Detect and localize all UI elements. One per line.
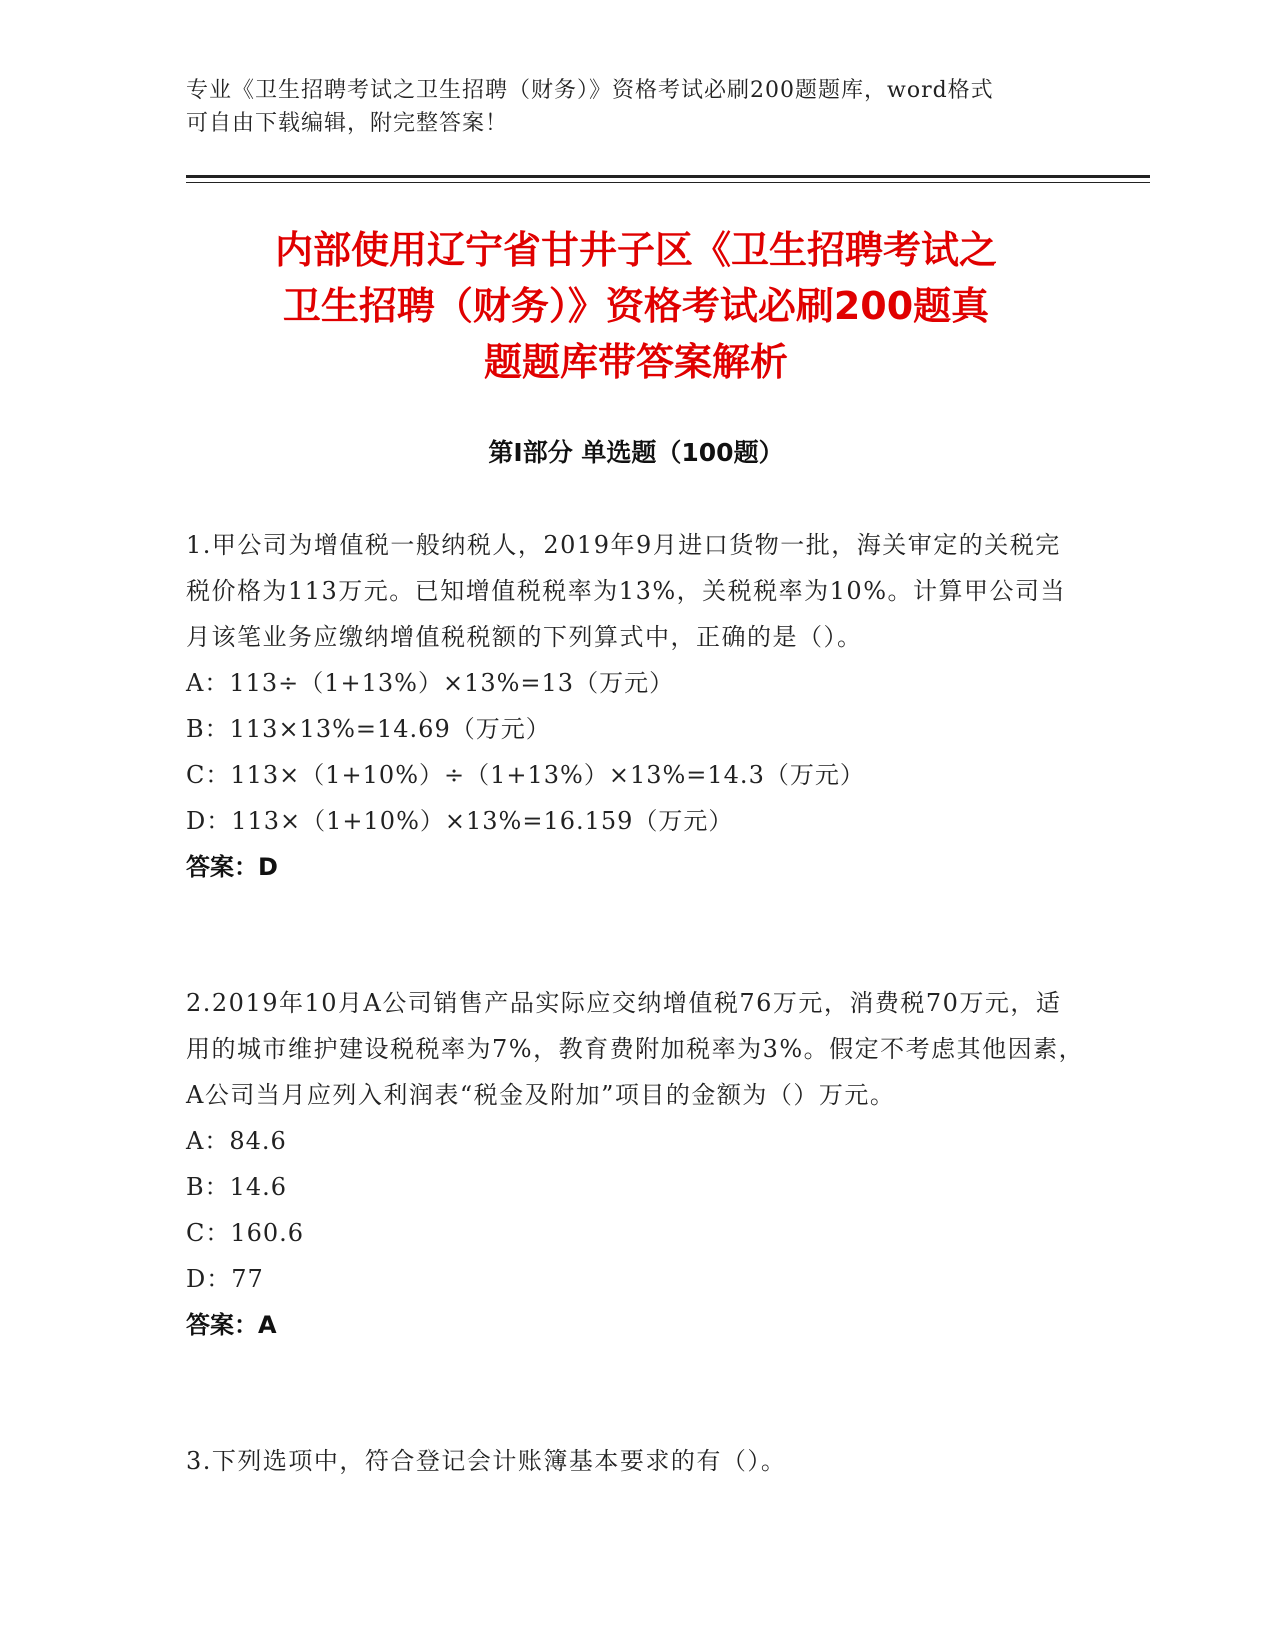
option-b: B：14.6 xyxy=(186,1173,288,1201)
document-title xyxy=(186,222,1086,390)
option-d: D：113×（1+10%）×13%=16.159（万元） xyxy=(186,807,734,835)
header-note xyxy=(186,74,1066,140)
option-a: A：113÷（1+13%）×13%=13（万元） xyxy=(186,669,675,697)
answer-label: 答案：A xyxy=(186,1311,277,1339)
question-block xyxy=(186,980,1086,1348)
option-c: C：113×（1+10%）÷（1+13%）×13%=14.3（万元） xyxy=(186,761,865,789)
header-note-line: 可自由下载编辑，附完整答案！ xyxy=(186,111,509,136)
header-divider xyxy=(186,175,1150,178)
question-stem: 1.甲公司为增值税一般纳税人，2019年9月进口货物一批，海关审定的关税完税价格为113万元。已知增值税税率为13%，关税税率为10%。计算甲公司当月该笔业务应缴纳增值税税额的下列算式中，正确的是（）。 xyxy=(186,531,1066,651)
section-title: 第Ⅰ部分 单选题（100题） xyxy=(488,438,784,467)
option-c: C：160.6 xyxy=(186,1219,305,1247)
answer-label: 答案：D xyxy=(186,853,278,881)
option-d: D：77 xyxy=(186,1265,264,1293)
question-block xyxy=(186,1438,1086,1484)
question-stem: 3.下列选项中，符合登记会计账簿基本要求的有（）。 xyxy=(186,1447,787,1475)
option-a: A：84.6 xyxy=(186,1127,287,1155)
document-title-line: 题题库带答案解析 xyxy=(483,340,788,384)
document-title-line: 卫生招聘（财务）》资格考试必刷200题真 xyxy=(282,284,990,328)
question-stem: 2.2019年10月A公司销售产品实际应交纳增值税76万元，消费税70万元，适用的城市维护建设税税率为7%，教育费附加税率为3%。假定不考虑其他因素，A公司当月应列入利润表“税金及附加”项目的金额为（）万元。 xyxy=(186,989,1085,1109)
option-b: B：113×13%=14.69（万元） xyxy=(186,715,551,743)
header-divider-thin xyxy=(186,182,1150,183)
question-block xyxy=(186,522,1086,890)
document-title-line: 内部使用辽宁省甘井子区《卫生招聘考试之 xyxy=(274,228,997,272)
header-note-line: 专业《卫生招聘考试之卫生招聘（财务）》资格考试必刷200题题库，word格式 xyxy=(186,78,994,103)
